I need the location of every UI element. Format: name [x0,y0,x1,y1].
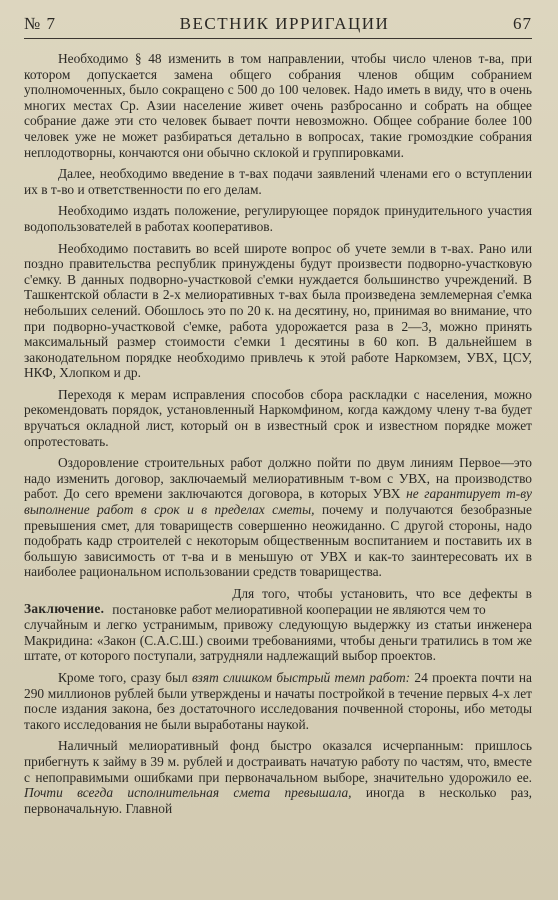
issue-number: № 7 [24,14,56,33]
paragraph-2: Далее, необходимо введение в т-вах подачи заявлений членами его о вступлении их в т-во и ответственности по его делам. [24,166,532,197]
conclusion-first-line: Для того, чтобы установить, что все дефекты в постановке работ мелиоративной кооперации не являются чем то [112,586,532,617]
paragraph-8-emphasis: взят слишком быстрый темп работ: [191,669,411,685]
paragraph-6-text: Оздоровление строительных работ должно пойти по двум линиям Первое—это надо изменить договор, заключаемый мелиоративным т-вом с УВХ, на производство работ. До сего времени заключаются договора, в которых УВХ [24,455,532,502]
paragraph-4: Необходимо поставить во всей широте вопрос об учете земли в т-вах. Рано или поздно правительства республик принуждены будут произвести подворно-участковую с'емку. В данных подворно-участковой с'емки нуждается большинство учреждений. В Ташкентской области в 2-х мелиоративных т-вах была произведена землемерная с'емка небольших селений. Обошлось это по 20 к. на десятину, но, принимая во внимание, что при подворно-участковой с'емке, работа удорожается раза в 2—3, можно принять максимальный размер стоимости с'емки 1 десятины в 60 коп. В дальнейшем в законодательном порядке необходимо привлечь к этой работе Наркомзем, УВХ, ЦСУ, НКФ, Хлопком и др. [24,240,532,381]
conclusion-text: случайным и легко устранимым, привожу следующую выдержку из статьи инженера Макридина: «Закон (С.А.С.Ш.) своими требованиями, чтобы деньги тратились в том же штате, от которого поступали, затрудняли надлежащий выбор проектов. [24,617,532,664]
paragraph-6 [24,455,532,580]
paragraph-5: Переходя к мерам исправления способов сбора раскладки с населения, можно рекомендовать порядок, установленный Наркомфином, когда каждому члену т-ва будет вручаться окладной лист, который он в известный срок и известном порядке может опротестовать. [24,386,532,449]
page-number: 67 [513,14,532,33]
paragraph-6-text-end: почему и получаются безобразные превышения смет, для товариществ совершенно неожиданно. С другой стороны, надо подобрать кадр строителей с некоторым общественным воспитанием и поставить их в большую зависимость от т-ва и в меньшую от УВХ и как-то заинтересовать их в наиболее рациональном использовании средств товарищества. [24,502,532,580]
paragraph-8-text-end: 24 проекта почти на 290 миллионов рублей были утверждены и начаты постройкой в течение первых 4-х лет после издания закона, без достаточного исследования почвенной стороны, ибо методы такого исследования не были выработаны наукой. [24,669,532,732]
paragraph-9-text-end: иногда в несколько раз, первоначальную. Главной [24,785,532,816]
paragraph-9-text: Наличный мелиоративный фонд быстро оказался исчерпанным: пришлось прибегнуть к займу в 39 м. рублей и достраивать начатую работу по частям, что, вместе с непоправимыми ошибками при первоначальном выборе, значительно удорожило ее. [24,738,532,785]
conclusion-paragraph [24,586,532,664]
paragraph-9-emphasis: Почти всегда исполнительная смета превышала, [24,785,352,801]
paragraph-6-emphasis: не гарантирует т-ву выполнение работ в срок и в пределах сметы, [24,486,532,518]
paragraph-8-text: Кроме того, сразу был [58,669,192,685]
page-header [24,14,532,39]
paragraph-9 [24,738,532,816]
paragraph-1: Необходимо § 48 изменить в том направлении, чтобы число членов т-ва, при котором допускается замена общего собрания членов общим собранием уполномоченных, было сокращено с 500 до 100 человек. Надо иметь в виду, что в очень многих местах Ср. Азии население живет очень разбросанно и собрать на общее собрание даже эти сто человек бывает почти невозможно. Общее собрание более 100 человек уже не может разбираться детально в вопросах, такие громоздкие собрания неплодотворны, кончаются они обычно склокой и группировками. [24,51,532,160]
paragraph-8 [24,670,532,732]
conclusion-heading: Заключение. [24,601,105,616]
paragraph-3: Необходимо издать положение, регулирующее порядок принудительного участия водопользователей в работах кооперативов. [24,203,532,234]
journal-title: ВЕСТНИК ИРРИГАЦИИ [179,14,390,33]
